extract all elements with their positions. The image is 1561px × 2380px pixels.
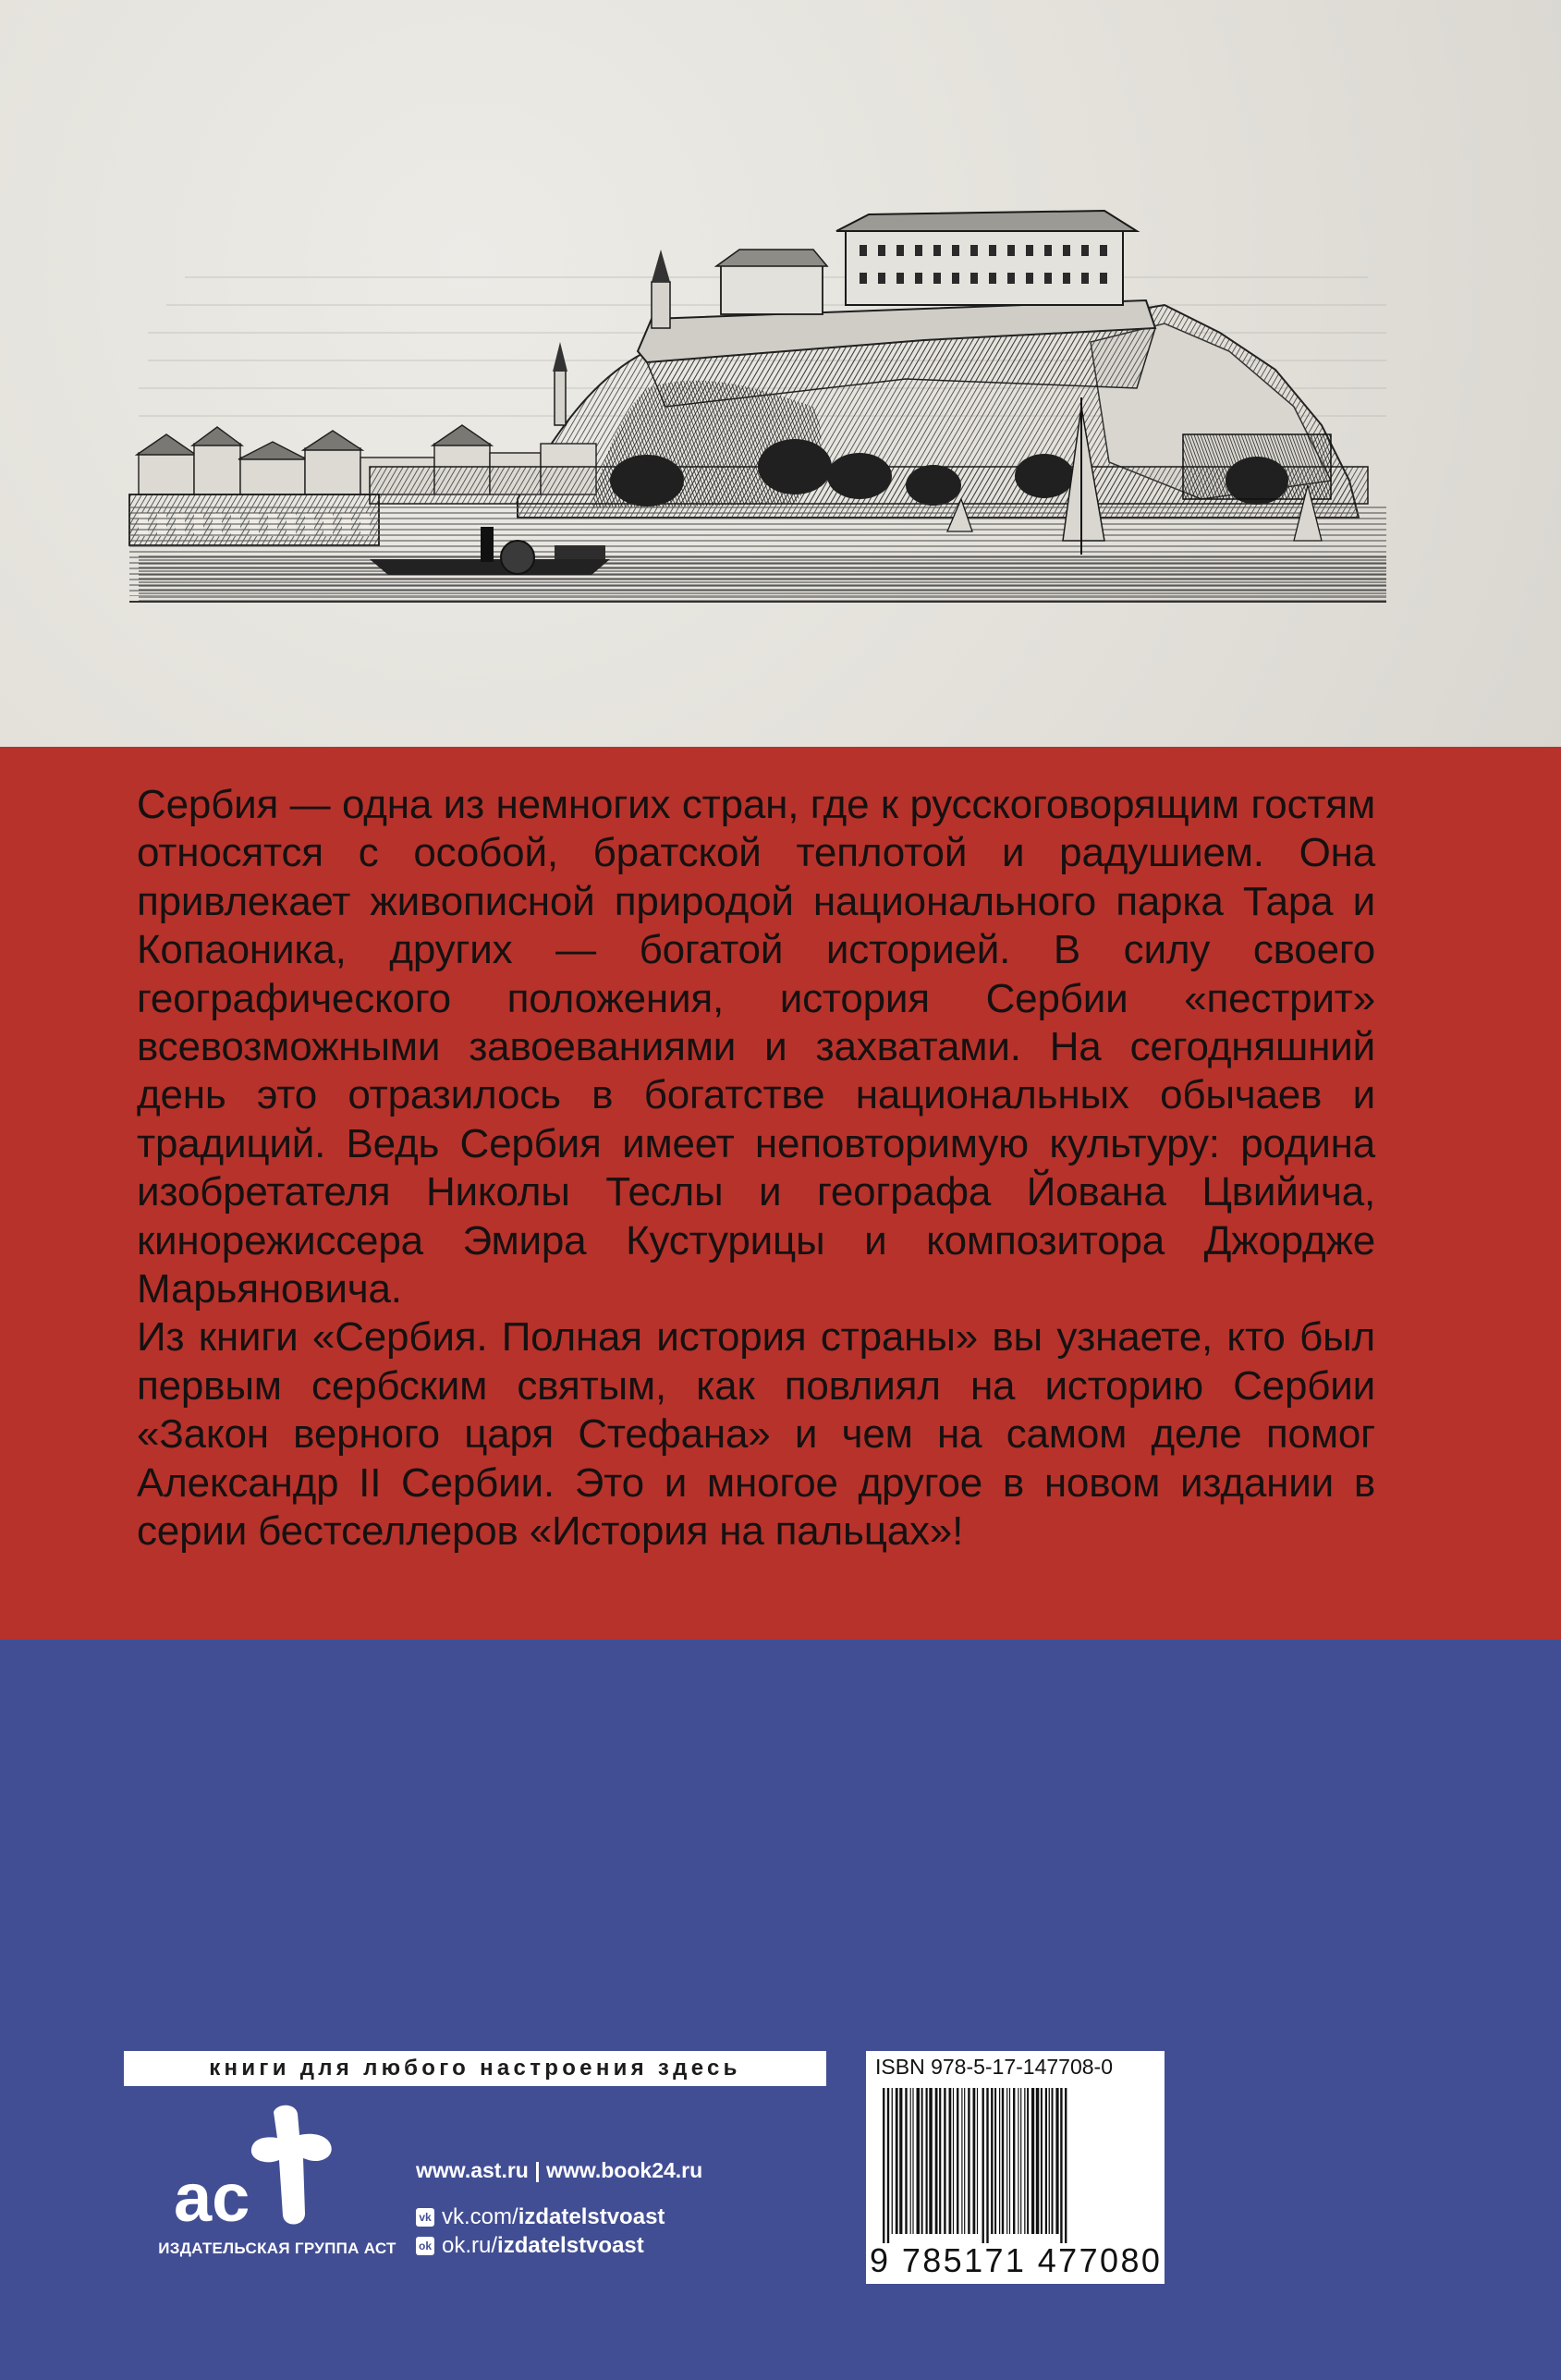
- barcode-bar: [991, 2088, 993, 2234]
- blue-band: [0, 1640, 1561, 2380]
- barcode-bar: [921, 2088, 923, 2234]
- isbn-label: ISBN 978-5-17-147708-0: [875, 2055, 1113, 2079]
- barcode-bar: [1036, 2088, 1040, 2234]
- barcode-bar: [1045, 2088, 1047, 2234]
- barcode-digits: 9 785171 477080: [870, 2241, 1163, 2279]
- vk-handle: izdatelstvoast: [518, 2203, 665, 2229]
- barcode-bar: [1060, 2088, 1062, 2243]
- barcode-bar: [1055, 2088, 1058, 2234]
- publisher-links: [416, 2158, 702, 2260]
- barcode-bars: [881, 2088, 1151, 2245]
- barcode-bar: [1020, 2088, 1021, 2234]
- barcode-bar: [964, 2088, 965, 2234]
- barcode-bar: [999, 2088, 1000, 2234]
- barcode-bar: [986, 2088, 988, 2243]
- barcode-bar: [1024, 2088, 1025, 2234]
- barcode-bar: [1049, 2088, 1050, 2234]
- barcode-bar: [1002, 2088, 1004, 2234]
- description-paragraph-2: Из книги «Сербия. Полная история страны» вы узнаете, кто был первым сербским святым, как повлиял на историю Сербии «Закон верного царя Стефана» и чем на самом деле помог Александр II Сербии. Это и многое другое в новом издании в серии бестселлеров «История на пальцах»!: [137, 1314, 1375, 1555]
- barcode-bar: [1013, 2088, 1015, 2234]
- barcode-bar: [896, 2088, 898, 2234]
- barcode-bar: [1006, 2088, 1007, 2234]
- description-paragraph-1: Сербия — одна из немногих стран, где к русскоговорящим гостям относятся с особой, братской теплотой и радушием. Она привлекает живописной природой национального парка Тара и Копаоника, других — богатой историей. В силу своего географического положения, история Сербии «пестрит» всевозможными завоеваниями и захватами. На сегодняшний день это отразилось в богатстве национальных обычаев и традиций. Ведь Сербия имеет неповторимую культуру: родина изобретателя Николы Теслы и географа Йована Цвийича, кинорежиссера Эмира Кустурицы и композитора Джордже Марьяновича.: [137, 782, 1375, 1312]
- ast-logo: [174, 2103, 359, 2237]
- barcode-bar: [1031, 2088, 1034, 2234]
- ok-prefix: ok.ru/: [442, 2232, 498, 2258]
- barcode-bar: [887, 2088, 889, 2243]
- book-description: [137, 781, 1375, 1556]
- barcode-bar: [1041, 2088, 1043, 2234]
- barcode-bar: [968, 2088, 970, 2234]
- tagline-strip: книги для любого настроения здесь: [124, 2051, 826, 2086]
- barcode-bar: [929, 2088, 933, 2234]
- barcode-bar: [973, 2088, 976, 2234]
- barcode-bar: [982, 2088, 984, 2243]
- barcode-bar: [883, 2088, 884, 2243]
- publisher-name: ИЗДАТЕЛЬСКАЯ ГРУППА АСТ: [158, 2240, 396, 2257]
- barcode-bar: [977, 2088, 978, 2234]
- barcode-bar: [1027, 2088, 1029, 2234]
- barcode-bar: [953, 2088, 954, 2234]
- barcode-bar: [939, 2088, 941, 2234]
- website-links[interactable]: www.ast.ru | www.book24.ru: [416, 2158, 703, 2182]
- ok-handle: izdatelstvoast: [497, 2232, 644, 2258]
- barcode-bar: [1009, 2088, 1010, 2234]
- barcode-bar: [905, 2088, 907, 2234]
- vk-prefix: vk.com/: [442, 2203, 518, 2229]
- odnoklassniki-icon: ok: [416, 2237, 434, 2255]
- barcode-block: [866, 2051, 1165, 2284]
- vk-icon: vk: [416, 2208, 434, 2227]
- barcode-bar: [994, 2088, 996, 2234]
- barcode-bar: [892, 2088, 893, 2234]
- barcode-bar: [1052, 2088, 1054, 2234]
- barcode-bar: [910, 2088, 911, 2234]
- barcode-bar: [935, 2088, 938, 2234]
- vk-link[interactable]: [416, 2203, 702, 2231]
- barcode-bar: [899, 2088, 902, 2234]
- illustration-band: [0, 0, 1561, 747]
- barcode-bar: [957, 2088, 958, 2234]
- barcode-bar: [949, 2088, 952, 2234]
- ok-link[interactable]: [416, 2231, 702, 2260]
- barcode-bar: [944, 2088, 945, 2234]
- barcode-bar: [1065, 2088, 1067, 2243]
- fortress-engraving: [0, 0, 1561, 747]
- barcode-bar: [961, 2088, 962, 2234]
- barcode-bar: [926, 2088, 928, 2234]
- logo-letters: ас: [174, 2159, 250, 2236]
- barcode-bar: [917, 2088, 921, 2234]
- barcode-bar: [912, 2088, 913, 2234]
